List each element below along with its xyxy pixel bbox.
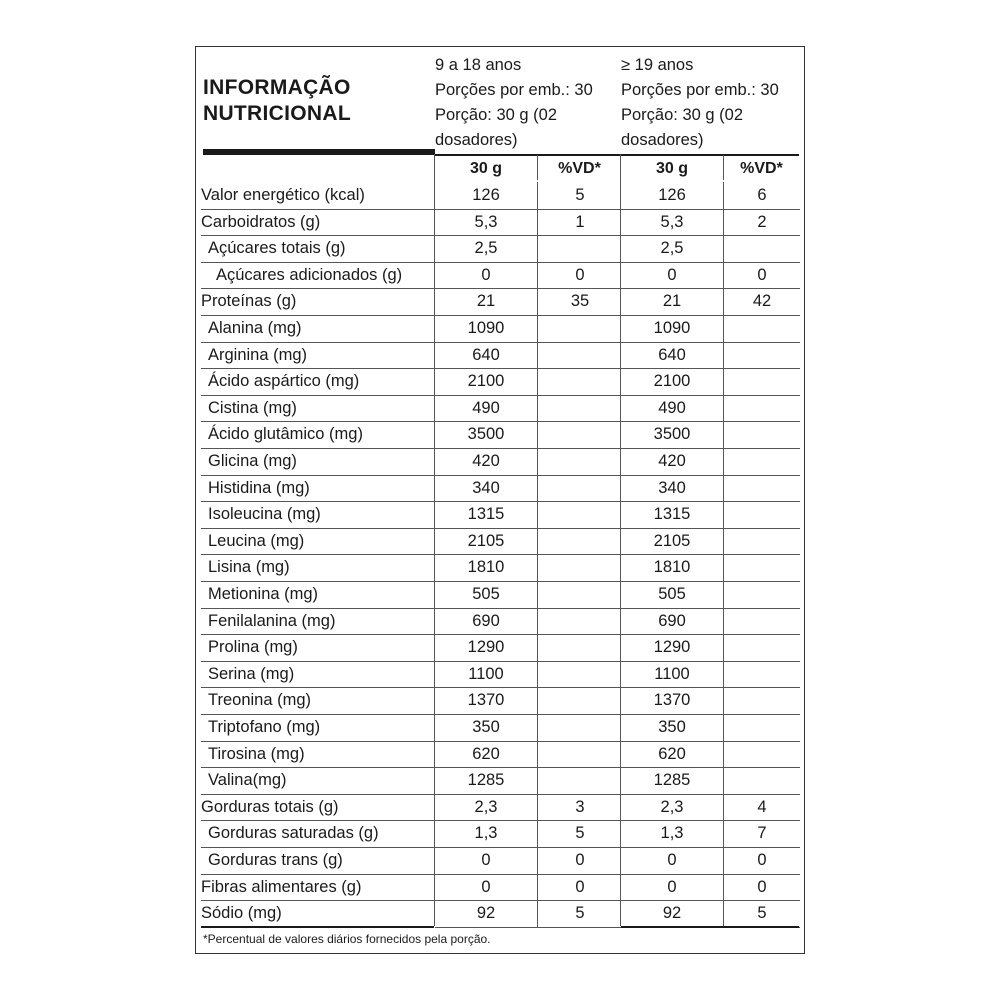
nutrient-label: Ácido aspártico (mg) (201, 368, 441, 396)
value-group-2: 5,3 (621, 209, 723, 237)
vd-group-2 (723, 767, 800, 795)
value-group-1: 2,3 (435, 794, 537, 822)
vd-group-2: 7 (723, 820, 800, 848)
nutrition-title (203, 75, 351, 127)
value-group-2: 505 (621, 581, 723, 609)
nutrient-row (201, 554, 799, 581)
column-header-vd-1: %VD* (537, 154, 621, 180)
value-group-2: 0 (621, 262, 723, 290)
value-group-2: 3500 (621, 421, 723, 449)
nutrient-row (201, 794, 799, 821)
nutrient-label: Metionina (mg) (201, 581, 441, 609)
nutrient-row (201, 820, 799, 847)
vd-group-1 (537, 368, 622, 396)
nutrient-label: Gorduras saturadas (g) (201, 820, 441, 848)
nutrient-label: Leucina (mg) (201, 528, 441, 556)
vd-group-2: 6 (723, 182, 800, 210)
vd-group-1 (537, 581, 622, 609)
value-group-1: 2105 (435, 528, 537, 556)
value-group-2: 2,3 (621, 794, 723, 822)
value-group-1: 21 (435, 288, 537, 316)
vd-group-1: 1 (537, 209, 622, 237)
vd-group-2 (723, 395, 800, 423)
footnote: *Percentual de valores diários fornecidos pela porção. (203, 932, 491, 946)
value-group-2: 1810 (621, 554, 723, 582)
vd-group-1 (537, 741, 622, 769)
value-group-2: 1315 (621, 501, 723, 529)
vd-group-1: 0 (537, 847, 622, 875)
value-group-1: 0 (435, 262, 537, 290)
nutrient-label: Fibras alimentares (g) (201, 874, 434, 902)
vd-group-2 (723, 475, 800, 503)
vd-group-1 (537, 528, 622, 556)
column-header-portion-2: 30 g (621, 154, 723, 182)
nutrient-label: Treonina (mg) (201, 687, 441, 715)
vd-group-1 (537, 342, 622, 370)
nutrient-label: Gorduras trans (g) (201, 847, 441, 875)
table-bottom-bar (201, 926, 434, 928)
value-group-2: 1090 (621, 315, 723, 343)
nutrient-label: Açúcares totais (g) (201, 235, 441, 263)
column-header-vd-2: %VD* (723, 154, 799, 180)
nutrient-row (201, 448, 799, 475)
nutrient-label: Glicina (mg) (201, 448, 441, 476)
nutrient-row (201, 767, 799, 794)
nutrient-label: Carboidratos (g) (201, 209, 434, 237)
nutrient-row (201, 475, 799, 502)
value-group-1: 1285 (435, 767, 537, 795)
value-group-2: 2100 (621, 368, 723, 396)
nutrient-row (201, 501, 799, 528)
nutrient-label: Sódio (mg) (201, 900, 434, 928)
vd-group-1 (537, 634, 622, 662)
vd-group-1 (537, 608, 622, 636)
group-portion-label-cont: dosadores) (621, 131, 704, 149)
vd-group-2 (723, 315, 800, 343)
vd-group-1 (537, 395, 622, 423)
value-group-2: 1370 (621, 687, 723, 715)
nutrient-row (201, 581, 799, 608)
value-group-1: 0 (435, 847, 537, 875)
nutrient-label: Ácido glutâmico (mg) (201, 421, 441, 449)
vd-group-2 (723, 342, 800, 370)
nutrient-row (201, 421, 799, 448)
nutrient-label: Alanina (mg) (201, 315, 441, 343)
vd-group-1: 5 (537, 900, 622, 928)
value-group-2: 620 (621, 741, 723, 769)
value-group-1: 0 (435, 874, 537, 902)
value-group-1: 2100 (435, 368, 537, 396)
value-group-1: 1290 (435, 634, 537, 662)
value-group-1: 1100 (435, 661, 537, 689)
vd-group-1: 35 (537, 288, 622, 316)
vd-group-2 (723, 714, 800, 742)
vd-group-1: 0 (537, 262, 622, 290)
nutrient-row (201, 687, 799, 714)
vd-group-1 (537, 554, 622, 582)
nutrient-row (201, 288, 799, 315)
nutrient-row (201, 235, 799, 262)
value-group-1: 420 (435, 448, 537, 476)
vd-group-2 (723, 741, 800, 769)
value-group-2: 340 (621, 475, 723, 503)
nutrient-label: Gorduras totais (g) (201, 794, 434, 822)
nutrient-label: Prolina (mg) (201, 634, 441, 662)
vd-group-1 (537, 714, 622, 742)
vd-group-1: 3 (537, 794, 622, 822)
nutrient-label: Proteínas (g) (201, 288, 434, 316)
nutrient-label: Triptofano (mg) (201, 714, 441, 742)
value-group-2: 640 (621, 342, 723, 370)
vd-group-2 (723, 608, 800, 636)
nutrient-label: Histidina (mg) (201, 475, 441, 503)
nutrient-label: Valina(mg) (201, 767, 441, 795)
vd-group-1 (537, 501, 622, 529)
vd-group-1 (537, 448, 622, 476)
title-underline-bar (203, 149, 435, 155)
value-group-1: 1810 (435, 554, 537, 582)
value-group-1: 1090 (435, 315, 537, 343)
nutrient-label: Açúcares adicionados (g) (201, 262, 449, 290)
vd-group-1 (537, 315, 622, 343)
group-portion-label: Porção: 30 g (02 (435, 106, 557, 124)
vd-group-1 (537, 767, 622, 795)
nutrient-row (201, 634, 799, 661)
vd-group-2: 42 (723, 288, 800, 316)
group-servings-label: Porções por emb.: 30 (621, 81, 779, 99)
vd-group-1 (537, 687, 622, 715)
vd-group-1: 5 (537, 820, 622, 848)
nutrient-row (201, 741, 799, 768)
value-group-1: 350 (435, 714, 537, 742)
nutrient-label: Arginina (mg) (201, 342, 441, 370)
vd-group-2 (723, 448, 800, 476)
vd-group-2: 5 (723, 900, 800, 928)
vd-group-1: 0 (537, 874, 622, 902)
value-group-2: 490 (621, 395, 723, 423)
value-group-2: 690 (621, 608, 723, 636)
value-group-1: 1370 (435, 687, 537, 715)
nutrient-label: Lisina (mg) (201, 554, 441, 582)
nutrient-row (201, 315, 799, 342)
vd-group-2 (723, 421, 800, 449)
vd-group-1: 5 (537, 182, 622, 210)
value-group-2: 1290 (621, 634, 723, 662)
value-group-1: 505 (435, 581, 537, 609)
nutrient-label: Valor energético (kcal) (201, 182, 434, 210)
value-group-1: 640 (435, 342, 537, 370)
value-group-2: 350 (621, 714, 723, 742)
value-group-2: 21 (621, 288, 723, 316)
column-header-portion-1: 30 g (435, 154, 537, 182)
nutrient-row (201, 608, 799, 635)
value-group-1: 2,5 (435, 235, 537, 263)
nutrient-row (201, 262, 799, 289)
value-group-1: 92 (435, 900, 537, 928)
group-header-9-18 (435, 53, 593, 153)
nutrient-row (201, 714, 799, 741)
nutrition-facts-panel (195, 46, 805, 954)
nutrient-row (201, 528, 799, 555)
value-group-2: 0 (621, 847, 723, 875)
value-group-1: 1315 (435, 501, 537, 529)
vd-group-2 (723, 528, 800, 556)
nutrient-row (201, 661, 799, 688)
value-group-2: 2,5 (621, 235, 723, 263)
value-group-1: 1,3 (435, 820, 537, 848)
nutrient-label: Fenilalanina (mg) (201, 608, 441, 636)
value-group-2: 126 (621, 182, 723, 210)
title-line-1: INFORMAÇÃO (203, 76, 351, 99)
value-group-1: 3500 (435, 421, 537, 449)
nutrient-row (201, 847, 799, 874)
value-group-2: 0 (621, 874, 723, 902)
nutrient-row (201, 368, 799, 395)
nutrient-label: Tirosina (mg) (201, 741, 441, 769)
nutrient-row (201, 209, 799, 236)
vd-group-2: 0 (723, 262, 800, 290)
vd-group-2: 2 (723, 209, 800, 237)
value-group-2: 92 (621, 900, 723, 928)
group-portion-label: Porção: 30 g (02 (621, 106, 743, 124)
value-group-2: 420 (621, 448, 723, 476)
title-line-2: NUTRICIONAL (203, 102, 351, 125)
nutrient-row (201, 395, 799, 422)
vd-group-2 (723, 581, 800, 609)
vd-group-2 (723, 687, 800, 715)
table-bottom-bar (621, 926, 799, 928)
nutrient-row (201, 874, 799, 901)
vd-group-1 (537, 661, 622, 689)
vd-group-1 (537, 421, 622, 449)
value-group-1: 690 (435, 608, 537, 636)
nutrient-row (201, 900, 799, 927)
vd-group-2: 0 (723, 847, 800, 875)
value-group-2: 1,3 (621, 820, 723, 848)
nutrient-label: Cistina (mg) (201, 395, 441, 423)
group-portion-label-cont: dosadores) (435, 131, 518, 149)
nutrient-row (201, 342, 799, 369)
value-group-1: 490 (435, 395, 537, 423)
vd-group-2 (723, 554, 800, 582)
vd-group-2: 0 (723, 874, 800, 902)
vd-group-2 (723, 634, 800, 662)
value-group-1: 620 (435, 741, 537, 769)
nutrient-label: Serina (mg) (201, 661, 441, 689)
group-age-label: ≥ 19 anos (621, 56, 694, 74)
value-group-2: 2105 (621, 528, 723, 556)
vd-group-2 (723, 368, 800, 396)
vd-group-2 (723, 661, 800, 689)
vd-group-2 (723, 501, 800, 529)
value-group-1: 126 (435, 182, 537, 210)
vd-group-1 (537, 235, 622, 263)
group-header-19-plus (621, 53, 779, 153)
value-group-1: 340 (435, 475, 537, 503)
vd-group-1 (537, 475, 622, 503)
group-servings-label: Porções por emb.: 30 (435, 81, 593, 99)
value-group-1: 5,3 (435, 209, 537, 237)
nutrient-row (201, 182, 799, 209)
value-group-2: 1100 (621, 661, 723, 689)
value-group-2: 1285 (621, 767, 723, 795)
nutrient-label: Isoleucina (mg) (201, 501, 441, 529)
group-age-label: 9 a 18 anos (435, 56, 522, 74)
vd-group-2: 4 (723, 794, 800, 822)
vd-group-2 (723, 235, 800, 263)
